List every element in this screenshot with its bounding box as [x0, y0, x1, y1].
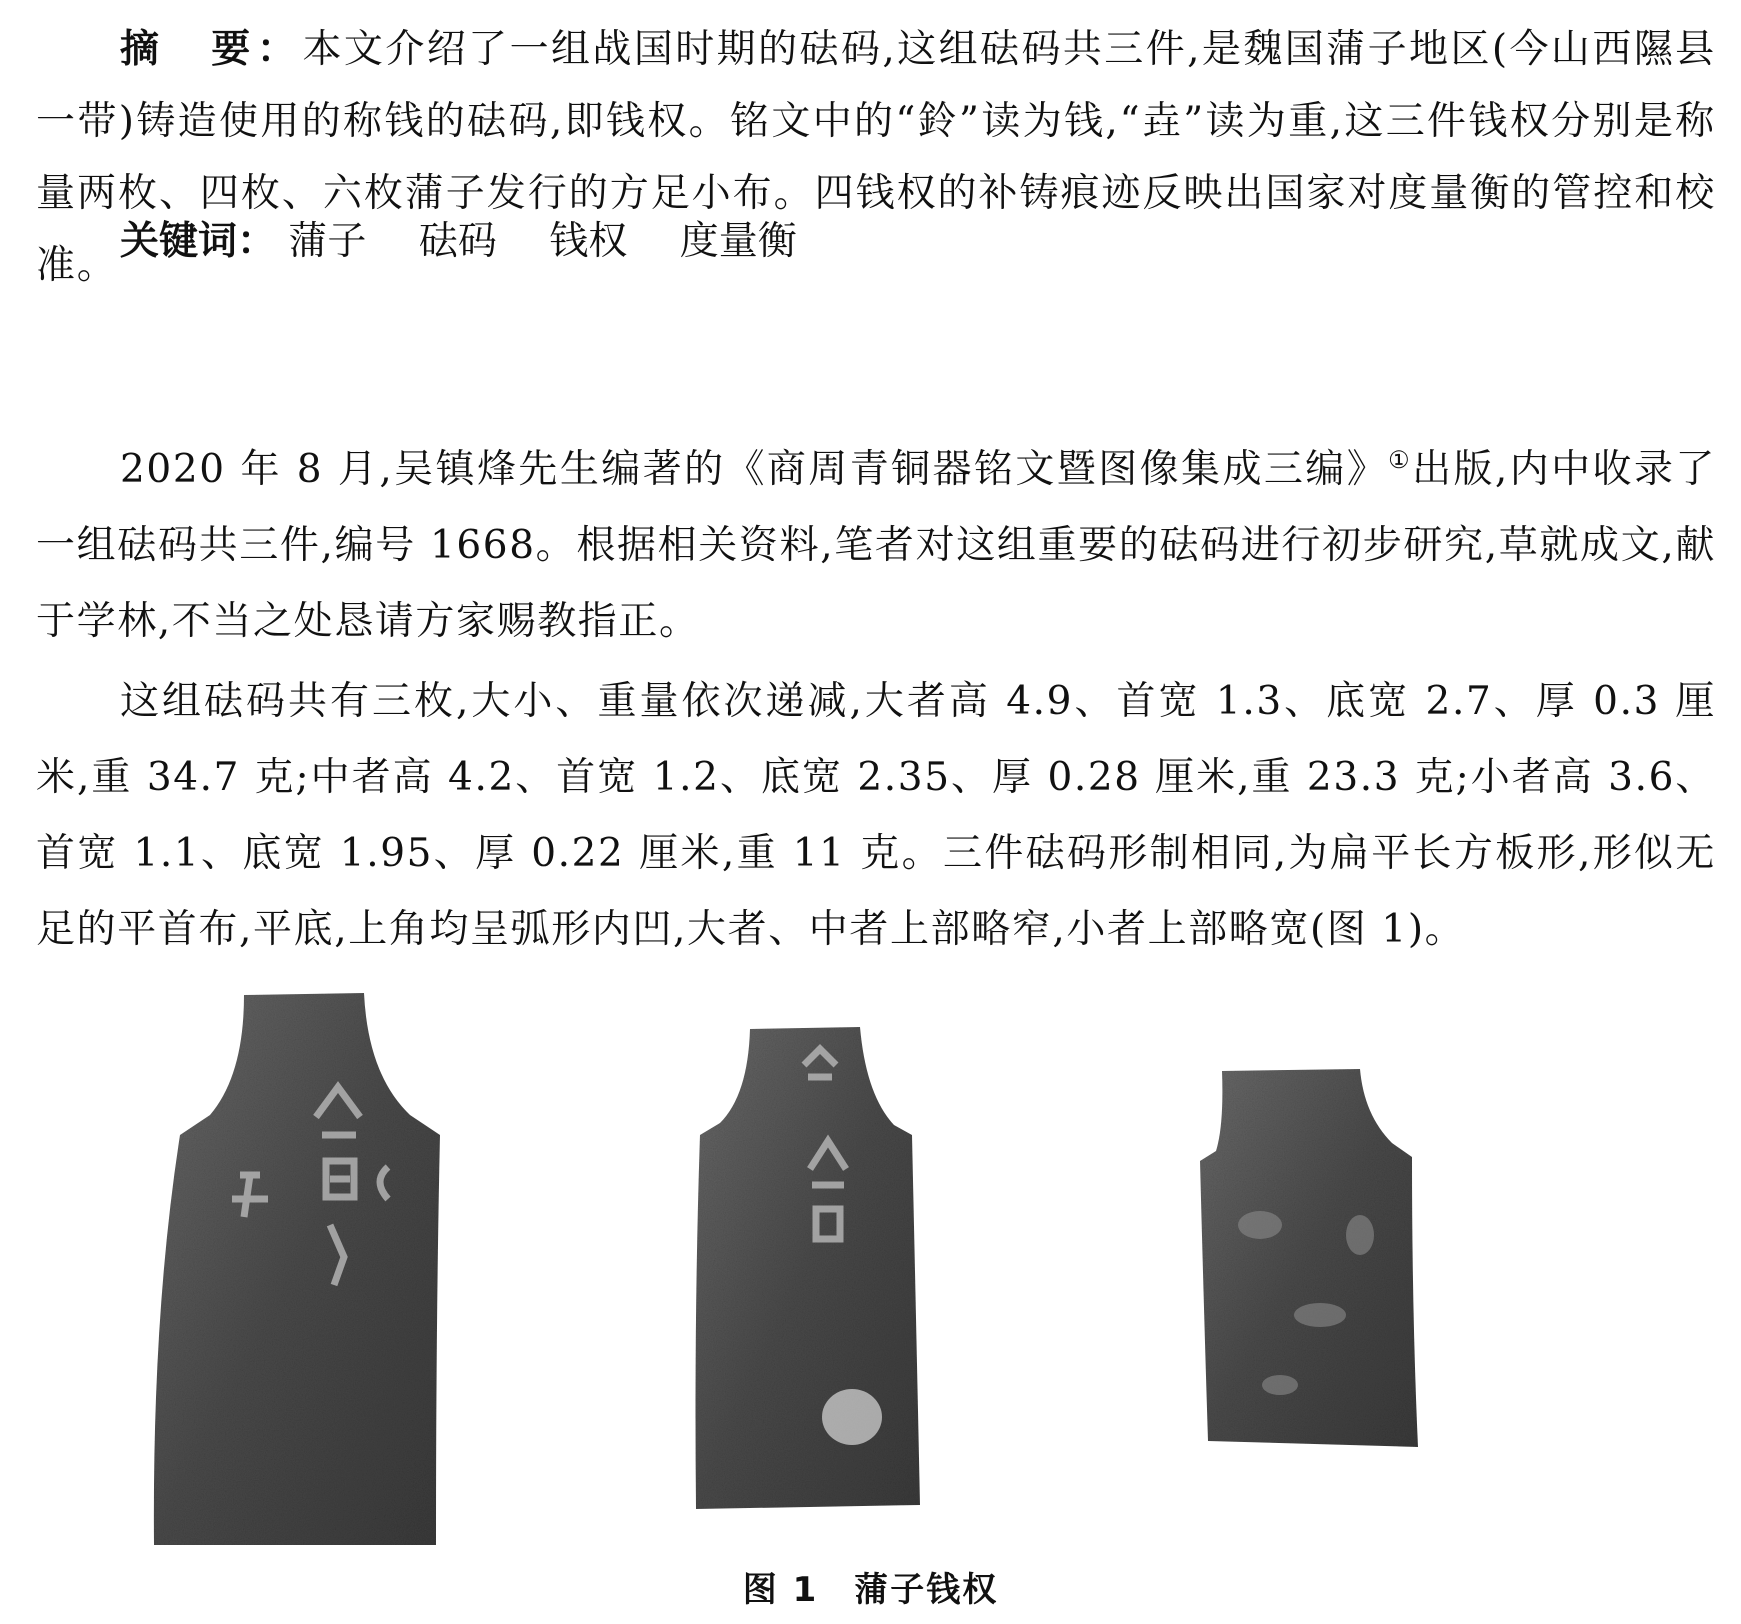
paragraph-2: 这组砝码共有三枚,大小、重量依次递减,大者高 4.9、首宽 1.3、底宽 2.7、厚 0.3 厘米,重 34.7 克;中者高 4.2、首宽 1.2、底宽 2.35、厚 0.28 厘米,重 23.3 克;小者高 3.6、首宽 1.1、底宽 1.95、厚 0.22 厘米,重 11 克。三件砝码形制相同,为扁平长方板形,形似无足的平首布,平底,上角均呈弧形内凹,大者、中者上部略窄,小者上部略宽(图 1)。 — [36, 679, 1716, 952]
figure-caption — [0, 1562, 1741, 1611]
middle-weight — [696, 1027, 921, 1509]
abstract-text: 本文介绍了一组战国时期的砝码,这组砝码共三件,是魏国蒲子地区(今山西隰县一带)铸造使用的称钱的砝码,即钱权。铭文中的“鈴”读为钱,“垚”读为重,这三件钱权分别是称量两枚、四枚、六枚蒲子发行的方足小布。四钱权的补铸痕迹反映出国家对度量衡的管控和校准。 — [36, 27, 1716, 288]
figure-weights-photo — [140, 985, 1620, 1545]
keyword-3: 钱权 — [549, 219, 628, 264]
keyword-1: 蒲子 — [288, 219, 367, 264]
paragraph-1: 2020 年 8 月,吴镇烽先生编著的《商周青铜器铭文暨图像集成三编》①出版,内中收录了一组砝码共三件,编号 1668。根据相关资料,笔者对这组重要的砝码进行初步研究,草就成文,献于学林,不当之处恳请方家赐教指正。 — [36, 446, 1716, 644]
footnote-marker: ① — [1388, 446, 1413, 474]
keywords — [120, 206, 837, 278]
body-text — [36, 432, 1716, 972]
figure-number: 图 1 — [742, 1570, 819, 1610]
abstract-label: 摘 要： — [120, 27, 303, 72]
keyword-2: 砝码 — [418, 219, 497, 264]
weights-photo — [140, 985, 1620, 1545]
small-weight — [1200, 1069, 1418, 1447]
large-weight — [154, 993, 440, 1545]
keyword-4: 度量衡 — [679, 219, 797, 264]
figure-title: 蒲子钱权 — [854, 1570, 999, 1610]
keywords-label: 关键词： — [120, 219, 277, 264]
